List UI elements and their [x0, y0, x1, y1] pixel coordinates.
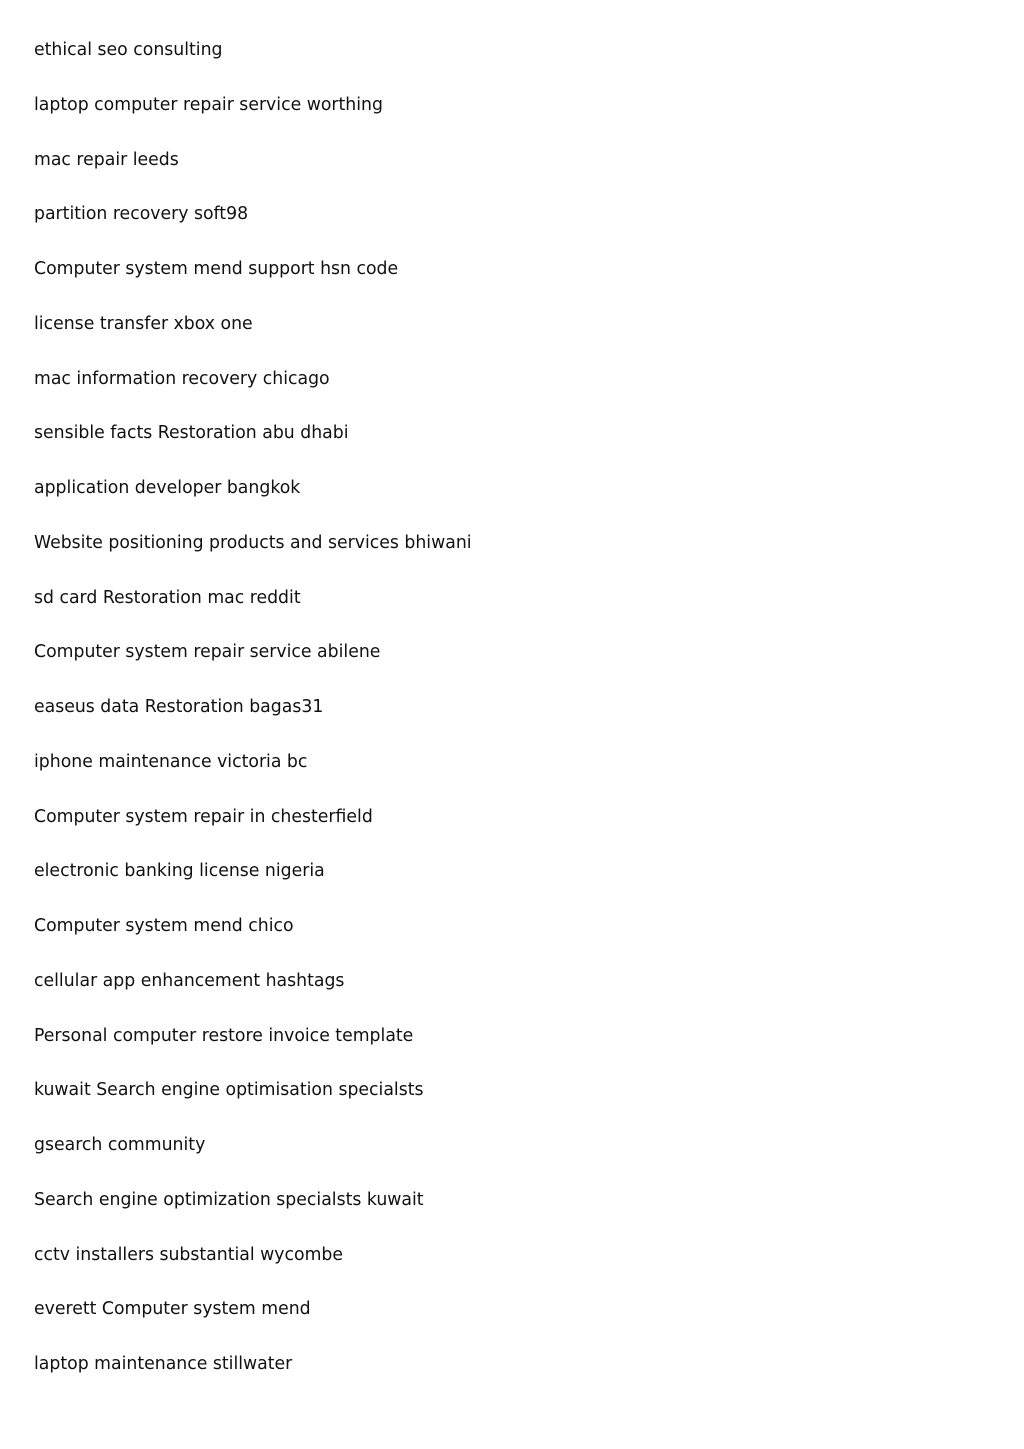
list-item-text: Computer system mend chico [34, 915, 294, 936]
list-item-text: partition recovery soft98 [34, 203, 249, 225]
list-item-text: mac repair leeds [34, 148, 179, 170]
list-item[interactable] [34, 584, 490, 639]
list-item[interactable] [34, 1022, 490, 1077]
list-item[interactable] [34, 967, 490, 1022]
list-item-text: ethical seo consulting [34, 39, 223, 60]
list-item[interactable] [34, 146, 490, 201]
list-item[interactable] [34, 529, 490, 584]
list-item[interactable] [34, 474, 490, 529]
list-item-text: easeus data Restoration bagas31 [34, 696, 324, 717]
list-item-text: cctv installers substantial wycombe [34, 1243, 344, 1265]
list-item-text: sd card Restoration mac reddit [34, 586, 301, 608]
list-item-text: sensible facts Restoration abu dhabi [34, 422, 349, 444]
list-item-text: electronic banking license nigeria [34, 860, 325, 882]
list-item[interactable] [34, 638, 490, 693]
list-item[interactable] [34, 1186, 490, 1241]
list-item-text: application developer bangkok [34, 477, 301, 498]
list-item-text: Search engine optimization specialsts kuwait [34, 1188, 424, 1210]
list-item-text: Computer system repair in chesterfield [34, 805, 373, 827]
list-item[interactable] [34, 857, 490, 912]
list-item[interactable] [34, 1076, 490, 1131]
list-item[interactable] [34, 310, 490, 365]
list-item-text: license transfer xbox one [34, 312, 253, 334]
keyword-link-list [34, 36, 490, 1405]
list-item-text: Website positioning products and services bhiwani [34, 531, 472, 553]
list-item-text: cellular app enhancement hashtags [34, 969, 345, 991]
list-item[interactable] [34, 912, 490, 967]
list-item-text: laptop maintenance stillwater [34, 1353, 293, 1374]
list-item[interactable] [34, 1295, 490, 1350]
list-item-text: laptop computer repair service worthing [34, 93, 383, 115]
list-item-text: iphone maintenance victoria bc [34, 750, 308, 772]
list-item[interactable] [34, 693, 490, 748]
list-item[interactable] [34, 36, 490, 91]
list-item-text: Personal computer restore invoice template [34, 1024, 414, 1046]
list-item[interactable] [34, 255, 490, 310]
list-item-text: gsearch community [34, 1134, 206, 1155]
list-item-text: Computer system repair service abilene [34, 641, 381, 663]
list-item[interactable] [34, 803, 490, 858]
list-item[interactable] [34, 419, 490, 474]
list-item[interactable] [34, 1131, 490, 1186]
list-item[interactable] [34, 365, 490, 420]
list-item-text: everett Computer system mend [34, 1298, 311, 1320]
list-item[interactable] [34, 1350, 490, 1405]
list-item[interactable] [34, 91, 490, 146]
list-item[interactable] [34, 1241, 490, 1296]
list-item-text: kuwait Search engine optimisation specialsts [34, 1079, 424, 1101]
list-item[interactable] [34, 748, 490, 803]
list-item-text: mac information recovery chicago [34, 367, 330, 389]
list-item[interactable] [34, 200, 490, 255]
list-item-text: Computer system mend support hsn code [34, 258, 399, 279]
